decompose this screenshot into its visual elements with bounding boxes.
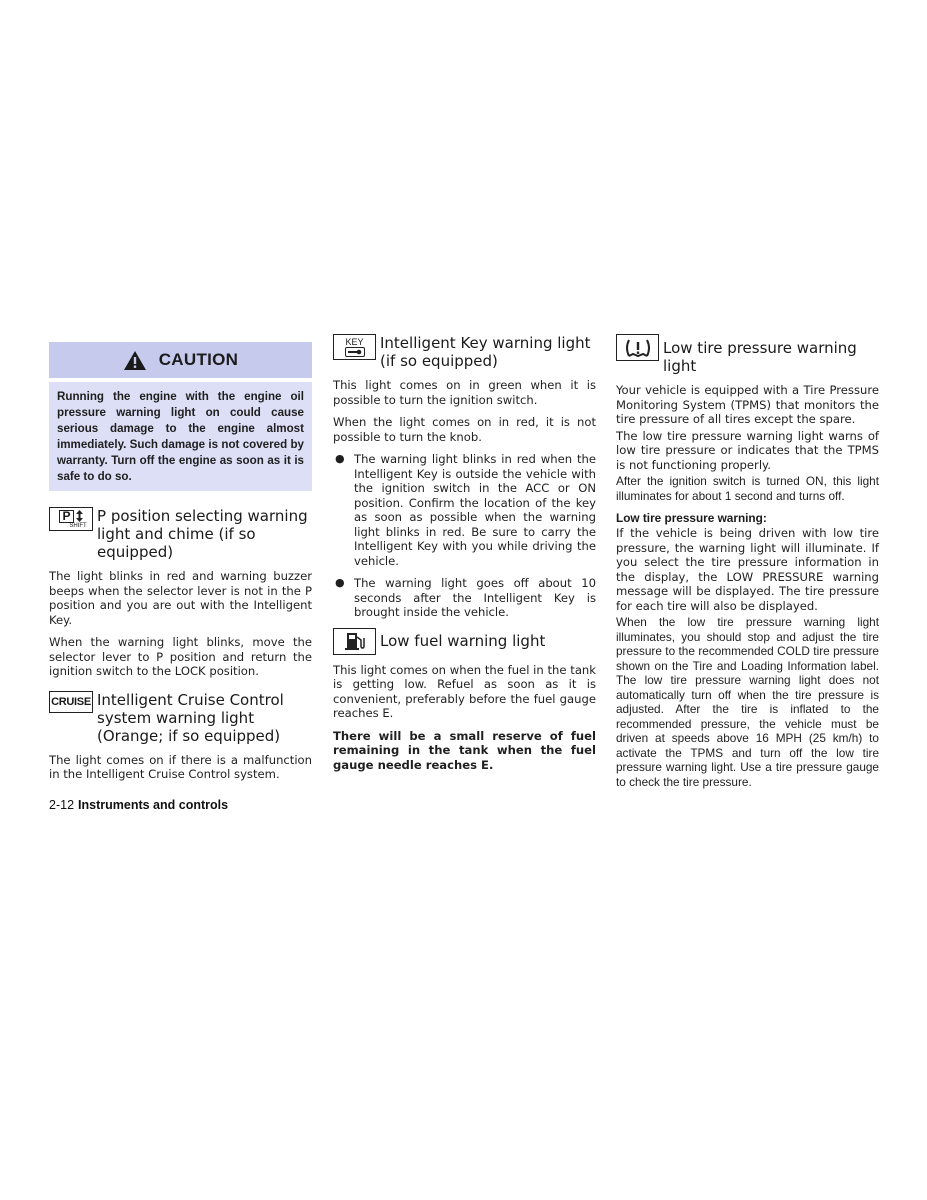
fuel-para1: This light comes on when the fuel in the tank is getting low. Refuel as soon as it is convenient, preferably before the fuel gauge reaches E. (333, 662, 596, 720)
column-left (49, 334, 312, 782)
fuel-heading: Low fuel warning light (380, 631, 546, 650)
tire-heading: Low tire pressure warning light (663, 339, 857, 375)
p-position-heading-block (49, 507, 312, 561)
p-position-heading: P position selecting warning light and chime (if so equipped) (97, 507, 308, 561)
key-heading: Intelligent Key warning light (if so equipped) (380, 334, 591, 370)
cruise-heading: Intelligent Cruise Control system warning light (Orange; if so equipped) (97, 690, 284, 745)
cruise-icon: CRUISE (49, 691, 93, 713)
tire-para1: Your vehicle is equipped with a Tire Pressure Monitoring System (TPMS) that monitors the tire pressure of all tires except the spare. (616, 383, 879, 426)
fuel-heading-block (333, 628, 596, 655)
caution-header (49, 342, 312, 378)
cruise-heading-block (49, 691, 312, 745)
cruise-para1: The light comes on if there is a malfunction in the Intelligent Cruise Control system. (49, 752, 312, 781)
key-bullet-list (333, 452, 596, 620)
p-position-para2: When the warning light blinks, move the selector lever to P position and return the ignition switch to the LOCK position. (49, 635, 312, 678)
column-right (616, 334, 879, 789)
caution-text: Running the engine with the engine oil pressure warning light on could cause serious damage to the engine almost immediately. Such damage is not covered by warranty. Turn off the engine as soon as it is safe to do so. (49, 382, 312, 491)
section-title: Instruments and controls (78, 798, 229, 812)
tire-para2: The low tire pressure warning light warns of low tire pressure or indicates that the TPMS is not functioning properly. (616, 428, 879, 472)
tire-heading-block (616, 334, 879, 375)
caution-title: CAUTION (158, 350, 239, 369)
tire-pressure-icon (616, 334, 659, 361)
key-heading-block (333, 334, 596, 370)
p-position-para1: The light blinks in red and warning buzzer beeps when the selector lever is not in the P position and you are out with the Intelligent Key. (49, 569, 312, 627)
key-para1: This light comes on in green when it is possible to turn the ignition switch. (333, 378, 596, 407)
tire-para4: If the vehicle is being driven with low tire pressure, the warning light will illuminate. If you select the tire pressure information in the display, the LOW PRESSURE warning message will be displayed. The tire pressure for each tire will also be displayed. (616, 526, 879, 613)
fuel-pump-icon (333, 628, 376, 655)
key-para2: When the light comes on in red, it is not possible to turn the knob. (333, 415, 596, 444)
bullet-icon: ● (335, 576, 345, 589)
tire-subhead: Low tire pressure warning: (616, 511, 767, 525)
shift-arrows-icon (76, 510, 83, 522)
key-fob-icon (345, 347, 365, 357)
warning-triangle-icon (123, 350, 147, 371)
fuel-para2: There will be a small reserve of fuel remaining in the tank when the fuel gauge needle reaches E. (333, 728, 596, 772)
page-number: 2-12 (49, 798, 75, 812)
bullet-icon: ● (335, 452, 345, 465)
p-shift-icon: P SHIFT (49, 507, 93, 531)
tire-para3: After the ignition switch is turned ON, this light illuminates for about 1 second and turns off. (616, 474, 879, 503)
page-footer (49, 798, 228, 812)
key-icon: KEY (333, 334, 376, 360)
column-middle (333, 334, 596, 772)
list-item: ● The warning light goes off about 10 seconds after the Intelligent Key is brought inside the vehicle. (335, 576, 596, 619)
list-item: ● The warning light blinks in red when the Intelligent Key is outside the vehicle with the ignition switch in the ACC or ON position. Confirm the location of the key as soon as possible when the warning light blinks in red. Be sure to carry the Intelligent Key with you while driving the vehicle. (335, 452, 596, 568)
tire-para5: When the low tire pressure warning light illuminates, you should stop and adjust the tire pressure to the recommended COLD tire pressure shown on the Tire and Loading Information label. The low tire pressure warning light does not automatically turn off when the tire pressure is adjusted. After the tire is inflated to the recommended pressure, the vehicle must be driven at speeds above 16 MPH (25 km/h) to activate the TPMS and turn off the low tire pressure warning light. Use a tire pressure gauge to check the tire pressure. (616, 615, 879, 789)
